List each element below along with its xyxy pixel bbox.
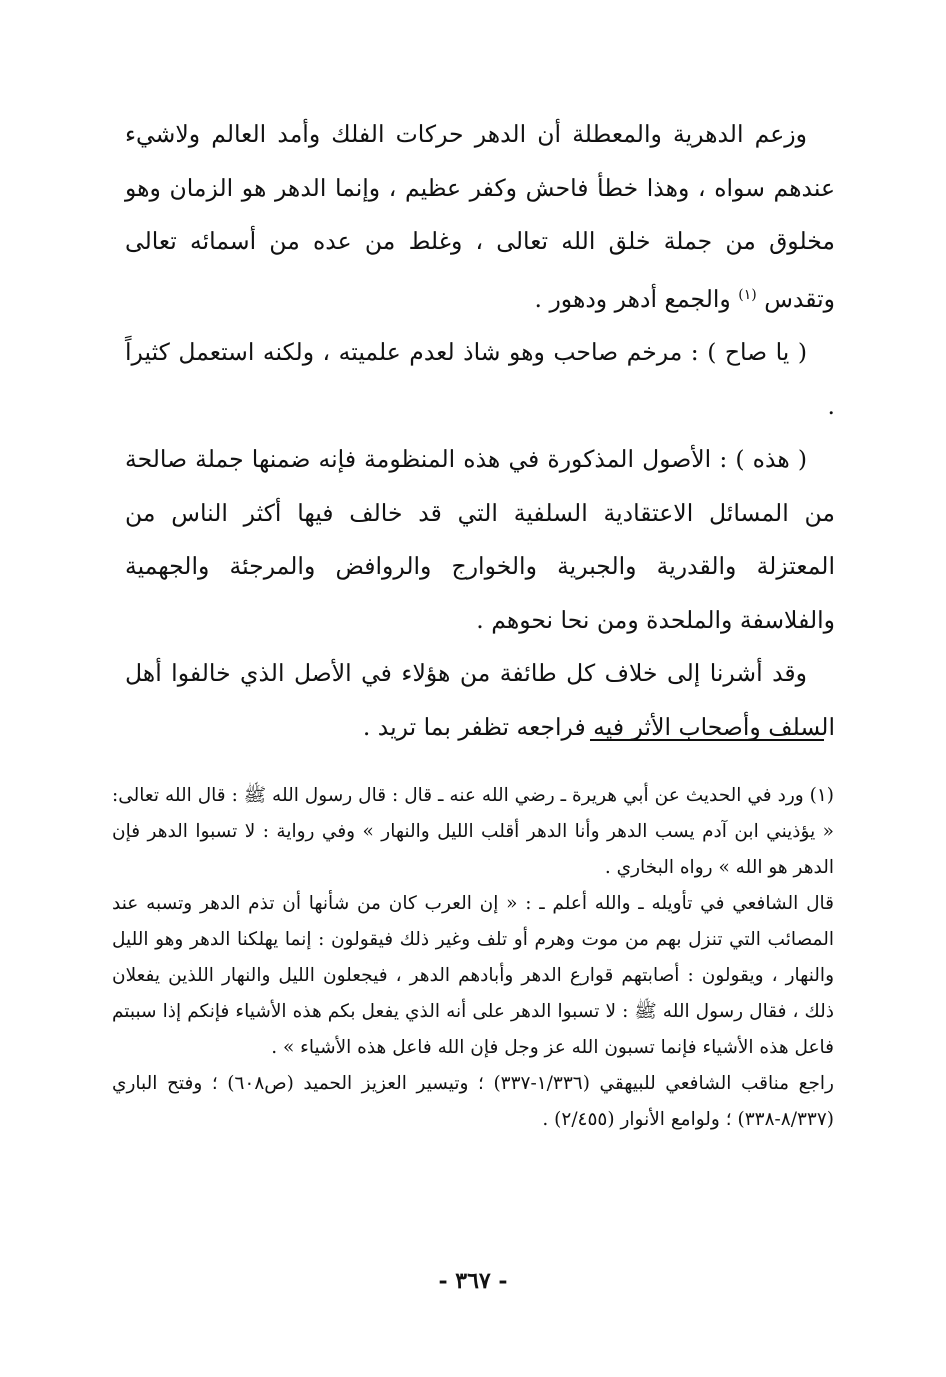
footnote-shafii-interpretation: قال الشافعي في تأويله ـ والله أعلم ـ : « إن العرب كان من شأنها أن تذم الدهر وتسبه عند المصائب التي تنزل بهم من موت وهرم أو تلف وغير ذلك فيقولون : إنما يهلكنا الدهر وهو الليل والنهار ، ويقولون : أصابتهم قوارع الدهر وأبادهم الدهر ، فيجعلون الليل والنهار اللذين يفعلان ذلك ، فقال رسول الله ﷺ : لا تسبوا الدهر على أنه الذي يفعل بكم هذه الأشياء فإنكم إذا سببتم فاعل هذه الأشياء فإنما تسبون الله عز وجل فإن الله فاعل هذه الأشياء » . (112, 893, 834, 1058)
footnotes-block (112, 778, 834, 1138)
footnote-reference: (١) (738, 286, 757, 303)
paragraph-dahr (125, 108, 835, 326)
paragraph-ashrna: وقد أشرنا إلى خلاف كل طائفة من هؤلاء في الأصل الذي خالفوا أهل السلف وأصحاب الأثر فيه فراجعه تظفر بما تريد . (125, 659, 835, 741)
main-text-block (125, 108, 835, 754)
paragraph-dahr-text: وزعم الدهرية والمعطلة أن الدهر حركات الفلك وأمد العالم ولاشيء عندهم سواه ، وهذا خطأ فاحش وكفر عظيم ، وإنما الدهر هو الزمان وهو مخلوق من جملة خلق الله تعالى ، وغلط من عده من أسمائه تعالى وتقدس (125, 120, 835, 313)
page-number: - ٣٦٧ - (438, 1268, 508, 1294)
footnote-references: راجع مناقب الشافعي للبيهقي (١/٣٣٦-٣٣٧) ؛ وتيسير العزيز الحميد (ص٦٠٨) ؛ وفتح الباري (٨/٣٣٧-٣٣٨) ؛ ولوامع الأنوار (٢/٤٥٥) . (112, 1073, 834, 1130)
paragraph-dahr-tail: والجمع أدهر ودهور . (534, 284, 731, 313)
footnote-hadith: (١) ورد في الحديث عن أبي هريرة ـ رضي الله عنه ـ قال : قال رسول الله ﷺ : قال الله تعالى: « يؤذيني ابن آدم يسب الدهر وأنا الدهر أقلب الليل والنهار » وفي رواية : لا تسبوا الدهر فإن الدهر هو الله » رواه البخاري . (112, 785, 834, 878)
paragraph-hadhihi: ( هذه ) : الأصول المذكورة في هذه المنظومة فإنه ضمنها جملة صالحة من المسائل الاعتقادية السلفية التي قد خالف فيها أكثر الناس من المعتزلة والقدرية والجبرية والخوارج والروافض والمرجئة والجهمية والفلاسفة والملحدة ومن نحا نحوهم . (125, 445, 835, 634)
footnote-separator-rule (590, 739, 824, 741)
paragraph-ya-sah: ( يا صاح ) : مرخم صاحب وهو شاذ لعدم علميته ، ولكنه استعمل كثيراً . (125, 338, 835, 420)
